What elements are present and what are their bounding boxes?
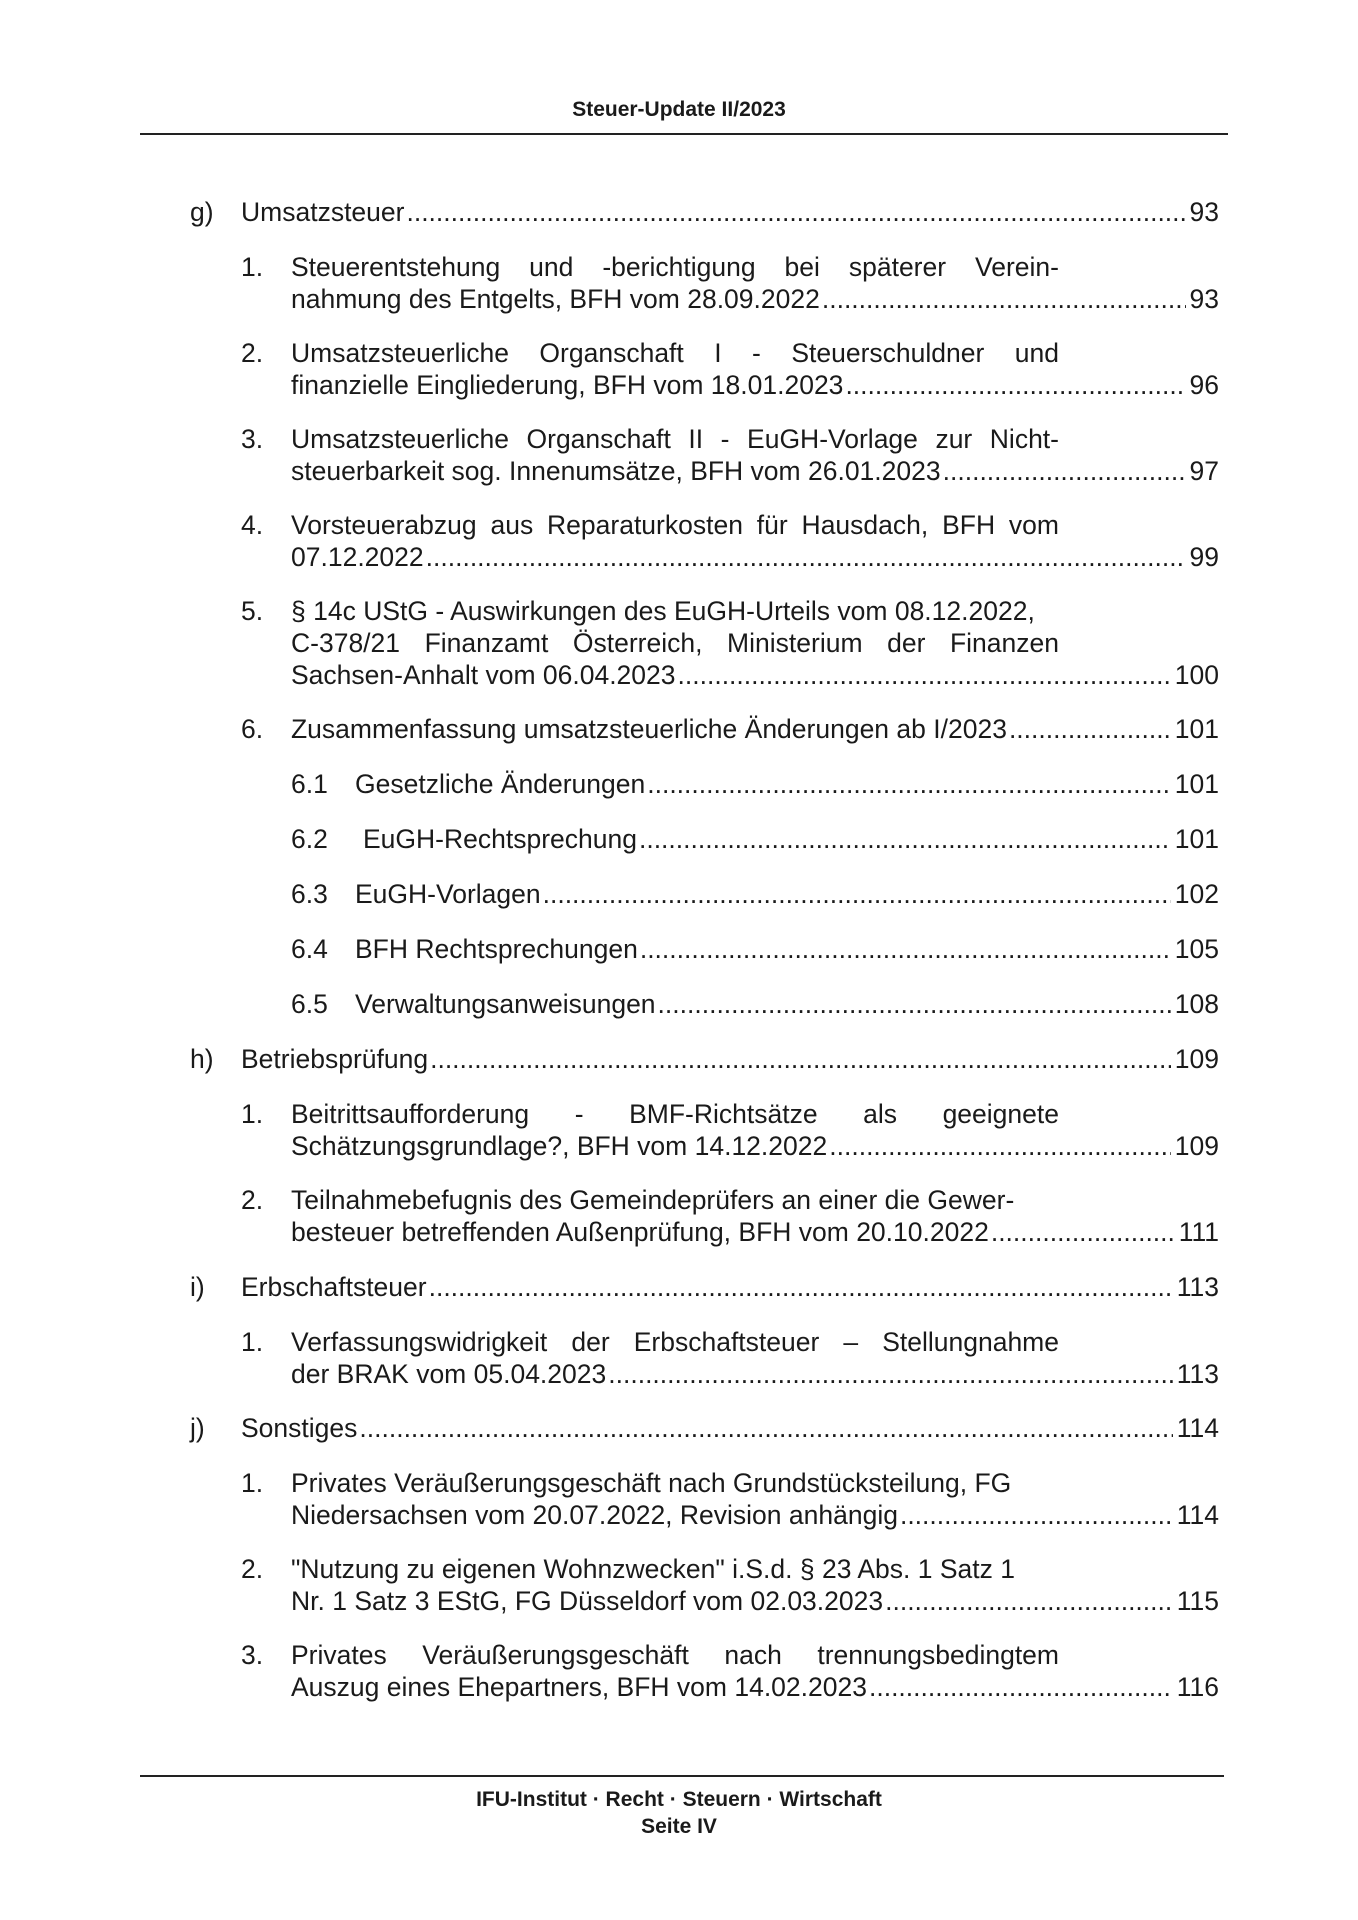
dot-leader — [943, 455, 1186, 487]
toc-page-number: 97 — [1189, 456, 1219, 486]
toc-item-number: 1. — [241, 1099, 264, 1129]
toc-item-title-line: Privates Veräußerungsgeschäft nach trennungsbedingtem — [291, 1640, 1059, 1670]
toc-item-number: 3. — [241, 1640, 264, 1670]
dot-leader — [991, 1216, 1175, 1248]
toc-item-title-line: Vorsteuerabzug aus Reparaturkosten für Hausdach, BFH vom — [291, 510, 1059, 540]
toc-item-number: 4. — [241, 510, 264, 540]
toc-entry[interactable] — [363, 823, 1219, 855]
dot-leader — [426, 541, 1186, 573]
toc-item-number: 2. — [241, 338, 264, 368]
toc-entry[interactable] — [355, 933, 1219, 965]
toc-entry-title: Betriebsprüfung — [241, 1044, 429, 1074]
dot-leader — [822, 283, 1186, 315]
toc-entry-title: Zusammenfassung umsatzsteuerliche Änderungen ab I/2023 — [291, 714, 1007, 744]
toc-entry-title: 07.12.2022 — [291, 542, 424, 572]
toc-page-number: 114 — [1176, 1413, 1219, 1443]
dot-leader — [885, 1585, 1173, 1617]
toc-entry-title: BFH Rechtsprechungen — [355, 934, 638, 964]
toc-entry-title: Nr. 1 Satz 3 EStG, FG Düsseldorf vom 02.03.2023 — [291, 1586, 884, 1616]
toc-subitem-number: 6.5 — [291, 989, 328, 1019]
toc-section-label: i) — [190, 1272, 205, 1302]
toc-entry-title: Umsatzsteuer — [241, 197, 405, 227]
toc-entry[interactable] — [291, 1216, 1219, 1248]
toc-item-title-line: "Nutzung zu eigenen Wohnzwecken" i.S.d. § 23 Abs. 1 Satz 1 — [291, 1554, 1015, 1584]
toc-entry[interactable] — [355, 988, 1219, 1020]
toc-page-number: 114 — [1176, 1500, 1219, 1530]
footer-institute: IFU-Institut · Recht · Steuern · Wirtschaft — [476, 1788, 882, 1811]
toc-item-number: 5. — [241, 596, 264, 626]
toc-entry[interactable] — [355, 768, 1219, 800]
dot-leader — [639, 823, 1171, 855]
toc-item-number: 2. — [241, 1554, 264, 1584]
toc-entry[interactable] — [291, 541, 1219, 573]
toc-page-number: 99 — [1189, 542, 1219, 572]
toc-page-number: 96 — [1189, 370, 1219, 400]
toc-item-title-line: Teilnahmebefugnis des Gemeindeprüfers an einer die Gewer- — [291, 1185, 1015, 1215]
toc-item-title-line: Beitrittsaufforderung - BMF-Richtsätze als geeignete — [291, 1099, 1059, 1129]
toc-page-number: 113 — [1176, 1272, 1219, 1302]
dot-leader — [845, 369, 1185, 401]
toc-entry-title: Erbschaftsteuer — [241, 1272, 427, 1302]
toc-page-number: 109 — [1174, 1131, 1219, 1161]
footer-page-number: Seite IV — [641, 1815, 717, 1838]
dot-leader — [406, 196, 1185, 228]
toc-page-number: 102 — [1174, 879, 1219, 909]
header-divider — [140, 133, 1228, 135]
dot-leader — [829, 1130, 1171, 1162]
toc-item-number: 6. — [241, 714, 264, 744]
toc-item-title-line: Privates Veräußerungsgeschäft nach Grundstücksteilung, FG — [291, 1468, 1012, 1498]
toc-entry[interactable] — [291, 1671, 1219, 1703]
toc-entry-title: Schätzungsgrundlage?, BFH vom 14.12.2022 — [291, 1131, 828, 1161]
footer-divider — [140, 1775, 1224, 1777]
toc-page-number: 113 — [1176, 1359, 1219, 1389]
toc-entry-title: Verwaltungsanweisungen — [355, 989, 656, 1019]
toc-section-label: g) — [190, 197, 214, 227]
toc-item-number: 1. — [241, 1327, 264, 1357]
toc-entry[interactable] — [291, 1585, 1219, 1617]
toc-entry-title: finanzielle Eingliederung, BFH vom 18.01.2023 — [291, 370, 844, 400]
toc-item-title-line: Umsatzsteuerliche Organschaft I - Steuerschuldner und — [291, 338, 1059, 368]
toc-entry-title: EuGH-Rechtsprechung — [363, 824, 637, 854]
toc-page-number: 108 — [1174, 989, 1219, 1019]
toc-entry[interactable] — [291, 1130, 1219, 1162]
toc-page-number: 109 — [1174, 1044, 1219, 1074]
toc-page-number: 93 — [1189, 197, 1219, 227]
toc-entry[interactable] — [291, 369, 1219, 401]
dot-leader — [1009, 713, 1171, 745]
toc-entry[interactable] — [291, 283, 1219, 315]
toc-entry[interactable] — [241, 1043, 1219, 1075]
toc-item-number: 1. — [241, 1468, 264, 1498]
toc-item-number: 2. — [241, 1185, 264, 1215]
toc-section-label: h) — [190, 1044, 214, 1074]
toc-page-number: 116 — [1176, 1672, 1219, 1702]
dot-leader — [359, 1412, 1172, 1444]
toc-entry-title: besteuer betreffenden Außenprüfung, BFH vom 20.10.2022 — [291, 1217, 989, 1247]
toc-entry[interactable] — [291, 1358, 1219, 1390]
toc-page-number: 93 — [1189, 284, 1219, 314]
toc-item-number: 3. — [241, 424, 264, 454]
toc-subitem-number: 6.3 — [291, 879, 328, 909]
toc-page-number: 115 — [1176, 1586, 1219, 1616]
toc-entry-title: Gesetzliche Änderungen — [355, 769, 646, 799]
dot-leader — [658, 988, 1171, 1020]
toc-entry-title: Sachsen-Anhalt vom 06.04.2023 — [291, 660, 676, 690]
toc-page-number: 111 — [1178, 1217, 1219, 1247]
toc-page-number: 101 — [1174, 824, 1219, 854]
toc-item-title-line: C-378/21 Finanzamt Österreich, Ministerium der Finanzen — [291, 628, 1059, 658]
toc-entry-title: steuerbarkeit sog. Innenumsätze, BFH vom 26.01.2023 — [291, 456, 941, 486]
dot-leader — [678, 659, 1171, 691]
toc-entry[interactable] — [241, 1271, 1219, 1303]
toc-entry[interactable] — [291, 455, 1219, 487]
toc-entry[interactable] — [241, 196, 1219, 228]
toc-entry-title: Niedersachsen vom 20.07.2022, Revision anhängig — [291, 1500, 898, 1530]
dot-leader — [543, 878, 1171, 910]
dot-leader — [430, 1043, 1171, 1075]
toc-item-number: 1. — [241, 252, 264, 282]
toc-item-title-line: Umsatzsteuerliche Organschaft II - EuGH-Vorlage zur Nicht- — [291, 424, 1059, 454]
toc-entry-title: EuGH-Vorlagen — [355, 879, 541, 909]
toc-item-title-line: Steuerentstehung und -berichtigung bei späterer Verein- — [291, 252, 1059, 282]
toc-entry-title: der BRAK vom 05.04.2023 — [291, 1359, 607, 1389]
toc-entry[interactable] — [291, 1499, 1219, 1531]
dot-leader — [640, 933, 1171, 965]
toc-subitem-number: 6.2 — [291, 824, 328, 854]
toc-entry[interactable] — [291, 659, 1219, 691]
toc-page-number: 101 — [1174, 714, 1219, 744]
toc-entry[interactable] — [241, 1412, 1219, 1444]
dot-leader — [429, 1271, 1173, 1303]
toc-entry-title: nahmung des Entgelts, BFH vom 28.09.2022 — [291, 284, 820, 314]
toc-entry-title: Auszug eines Ehepartners, BFH vom 14.02.2023 — [291, 1672, 867, 1702]
toc-entry-title: Sonstiges — [241, 1413, 358, 1443]
toc-item-title-line: Verfassungswidrigkeit der Erbschaftsteuer – Stellungnahme — [291, 1327, 1059, 1357]
page-header-title: Steuer-Update II/2023 — [572, 98, 786, 121]
toc-section-label: j) — [190, 1413, 205, 1443]
toc-subitem-number: 6.1 — [291, 769, 328, 799]
dot-leader — [608, 1358, 1173, 1390]
dot-leader — [647, 768, 1171, 800]
toc-entry[interactable] — [291, 713, 1219, 745]
toc-item-title-line: § 14c UStG - Auswirkungen des EuGH-Urteils vom 08.12.2022, — [291, 596, 1035, 626]
toc-page-number: 105 — [1174, 934, 1219, 964]
dot-leader — [900, 1499, 1173, 1531]
dot-leader — [869, 1671, 1173, 1703]
toc-entry[interactable] — [355, 878, 1219, 910]
toc-page-number: 101 — [1174, 769, 1219, 799]
toc-page-number: 100 — [1174, 660, 1219, 690]
toc-subitem-number: 6.4 — [291, 934, 328, 964]
